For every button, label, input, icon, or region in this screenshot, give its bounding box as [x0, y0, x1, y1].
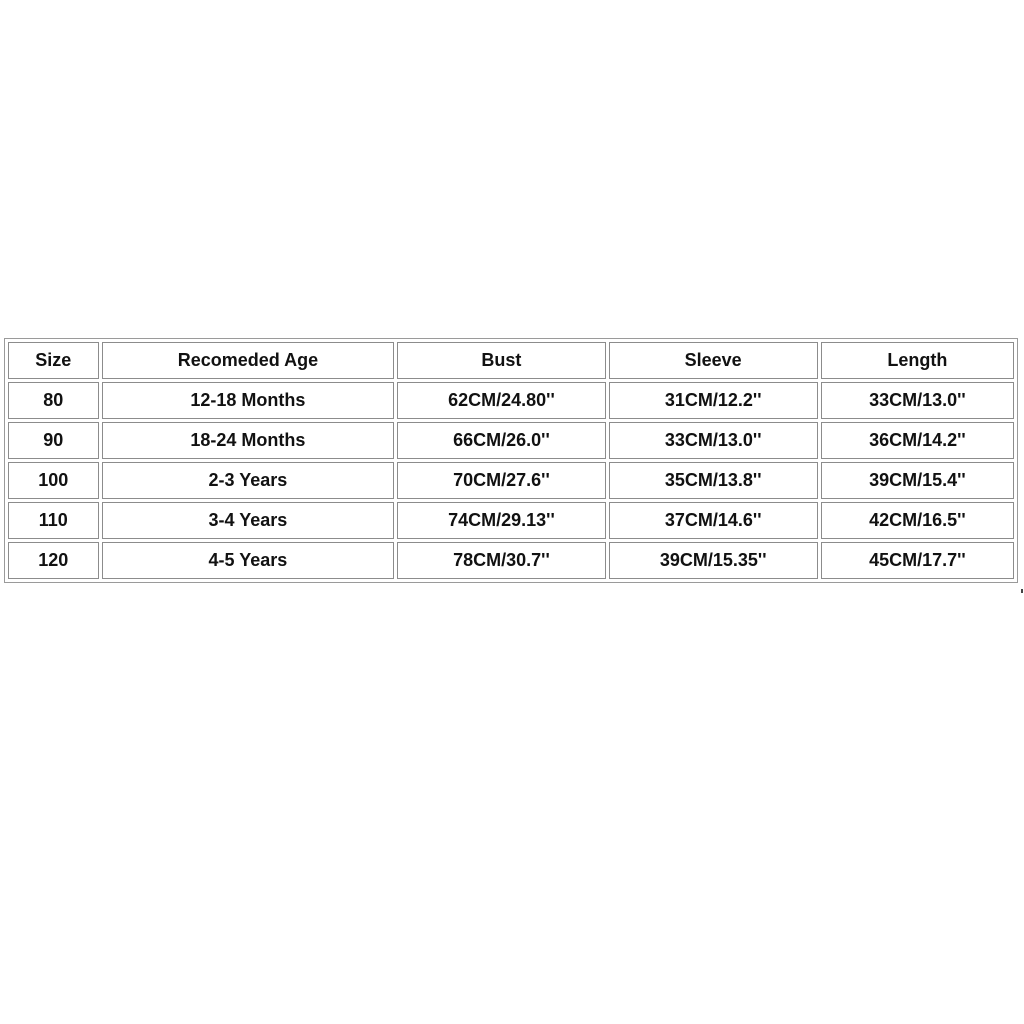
header-bust: Bust — [397, 342, 605, 379]
cell-bust: 70CM/27.6'' — [397, 462, 605, 499]
cell-age: 12-18 Months — [102, 382, 395, 419]
cell-sleeve: 39CM/15.35'' — [609, 542, 818, 579]
cell-length: 42CM/16.5'' — [821, 502, 1014, 539]
header-length: Length — [821, 342, 1014, 379]
table-header-row — [8, 342, 1014, 379]
table-row — [8, 382, 1014, 419]
cell-bust: 74CM/29.13'' — [397, 502, 605, 539]
cell-age: 2-3 Years — [102, 462, 395, 499]
cell-sleeve: 33CM/13.0'' — [609, 422, 818, 459]
cell-size: 90 — [8, 422, 99, 459]
size-chart-table — [4, 338, 1018, 583]
header-size: Size — [8, 342, 99, 379]
table-row — [8, 422, 1014, 459]
cell-size: 80 — [8, 382, 99, 419]
cell-sleeve: 31CM/12.2'' — [609, 382, 818, 419]
cell-size: 100 — [8, 462, 99, 499]
cell-sleeve: 37CM/14.6'' — [609, 502, 818, 539]
cell-size: 120 — [8, 542, 99, 579]
cell-age: 18-24 Months — [102, 422, 395, 459]
edge-mark — [1021, 589, 1023, 593]
table-row — [8, 462, 1014, 499]
cell-bust: 62CM/24.80'' — [397, 382, 605, 419]
cell-length: 39CM/15.4'' — [821, 462, 1014, 499]
cell-age: 3-4 Years — [102, 502, 395, 539]
header-recommended-age: Recomeded Age — [102, 342, 395, 379]
cell-length: 45CM/17.7'' — [821, 542, 1014, 579]
cell-length: 33CM/13.0'' — [821, 382, 1014, 419]
cell-length: 36CM/14.2'' — [821, 422, 1014, 459]
cell-age: 4-5 Years — [102, 542, 395, 579]
header-sleeve: Sleeve — [609, 342, 818, 379]
table-row — [8, 542, 1014, 579]
cell-sleeve: 35CM/13.8'' — [609, 462, 818, 499]
cell-bust: 66CM/26.0'' — [397, 422, 605, 459]
table-row — [8, 502, 1014, 539]
cell-size: 110 — [8, 502, 99, 539]
cell-bust: 78CM/30.7'' — [397, 542, 605, 579]
